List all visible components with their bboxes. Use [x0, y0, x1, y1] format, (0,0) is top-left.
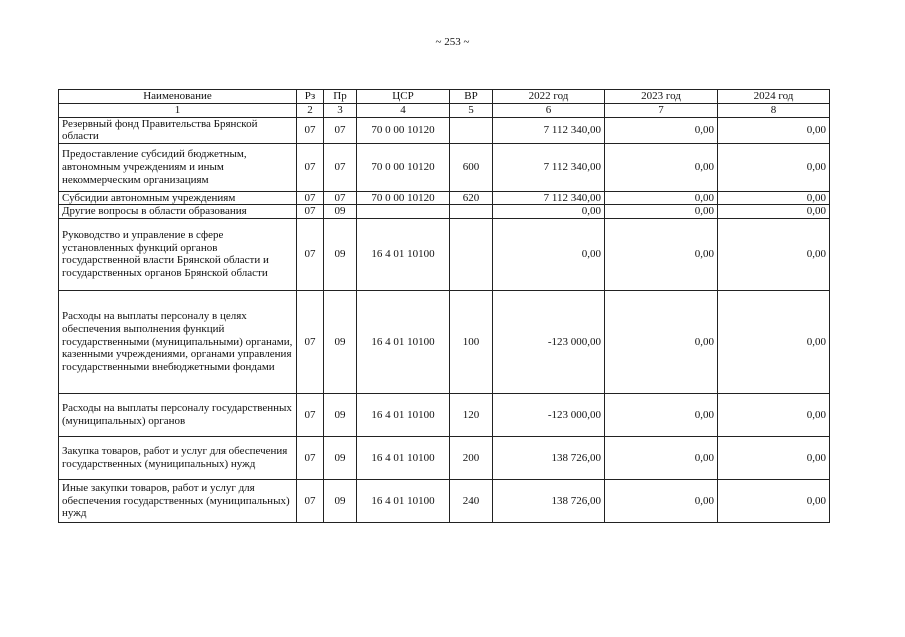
row-2023: 0,00 — [605, 143, 718, 191]
row-pr: 09 — [324, 218, 357, 290]
row-rz: 07 — [297, 218, 324, 290]
row-csr: 70 0 00 10120 — [357, 191, 450, 205]
budget-table — [58, 89, 830, 523]
row-rz: 07 — [297, 191, 324, 205]
row-2024: 0,00 — [718, 218, 830, 290]
row-2022: 138 726,00 — [493, 436, 605, 479]
row-2022: 7 112 340,00 — [493, 117, 605, 143]
header-csr: ЦСР — [357, 90, 450, 104]
row-pr: 07 — [324, 117, 357, 143]
row-2023: 0,00 — [605, 218, 718, 290]
row-2024: 0,00 — [718, 479, 830, 522]
row-pr: 09 — [324, 393, 357, 436]
row-rz: 07 — [297, 436, 324, 479]
row-2024: 0,00 — [718, 290, 830, 393]
row-csr: 70 0 00 10120 — [357, 143, 450, 191]
row-name: Субсидии автономным учреждениям — [59, 191, 297, 205]
row-csr: 16 4 01 10100 — [357, 290, 450, 393]
row-csr — [357, 205, 450, 219]
row-csr: 16 4 01 10100 — [357, 218, 450, 290]
column-number: 5 — [450, 104, 493, 118]
row-rz: 07 — [297, 393, 324, 436]
row-2024: 0,00 — [718, 117, 830, 143]
row-2022: 7 112 340,00 — [493, 191, 605, 205]
row-rz: 07 — [297, 479, 324, 522]
header-row — [59, 90, 830, 104]
row-name: Расходы на выплаты персоналу государственных (муниципальных) органов — [59, 393, 297, 436]
row-2023: 0,00 — [605, 479, 718, 522]
row-pr: 09 — [324, 436, 357, 479]
table-row — [59, 218, 830, 290]
column-number: 8 — [718, 104, 830, 118]
header-pr: Пр — [324, 90, 357, 104]
row-vr: 200 — [450, 436, 493, 479]
table-row — [59, 143, 830, 191]
table-row — [59, 479, 830, 522]
column-number: 2 — [297, 104, 324, 118]
row-2022: 0,00 — [493, 205, 605, 219]
column-number-row — [59, 104, 830, 118]
row-rz: 07 — [297, 143, 324, 191]
row-pr: 09 — [324, 290, 357, 393]
table-row — [59, 205, 830, 219]
column-number: 3 — [324, 104, 357, 118]
row-name: Другие вопросы в области образования — [59, 205, 297, 219]
row-vr: 120 — [450, 393, 493, 436]
row-2024: 0,00 — [718, 143, 830, 191]
row-csr: 16 4 01 10100 — [357, 479, 450, 522]
row-name: Резервный фонд Правительства Брянской области — [59, 117, 297, 143]
row-vr — [450, 205, 493, 219]
row-2024: 0,00 — [718, 205, 830, 219]
row-2024: 0,00 — [718, 393, 830, 436]
header-vr: ВР — [450, 90, 493, 104]
row-2023: 0,00 — [605, 205, 718, 219]
row-2024: 0,00 — [718, 436, 830, 479]
row-2023: 0,00 — [605, 393, 718, 436]
header-rz: Рз — [297, 90, 324, 104]
row-vr — [450, 218, 493, 290]
row-pr: 09 — [324, 205, 357, 219]
table-row — [59, 117, 830, 143]
row-2022: 7 112 340,00 — [493, 143, 605, 191]
table-row — [59, 191, 830, 205]
header-name: Наименование — [59, 90, 297, 104]
page-number: ~ 253 ~ — [435, 36, 470, 48]
row-name: Закупка товаров, работ и услуг для обеспечения государственных (муниципальных) нужд — [59, 436, 297, 479]
row-2022: 0,00 — [493, 218, 605, 290]
row-pr: 07 — [324, 191, 357, 205]
header-2022: 2022 год — [493, 90, 605, 104]
header-2023: 2023 год — [605, 90, 718, 104]
row-2023: 0,00 — [605, 191, 718, 205]
row-rz: 07 — [297, 117, 324, 143]
row-2023: 0,00 — [605, 290, 718, 393]
row-csr: 70 0 00 10120 — [357, 117, 450, 143]
header-2024: 2024 год — [718, 90, 830, 104]
row-pr: 09 — [324, 479, 357, 522]
row-2024: 0,00 — [718, 191, 830, 205]
row-vr: 620 — [450, 191, 493, 205]
row-csr: 16 4 01 10100 — [357, 436, 450, 479]
row-name: Расходы на выплаты персоналу в целях обеспечения выполнения функций государственными (муниципальными) органами, казенными учреждениями, органами управления государственными внебюджетными фондами — [59, 290, 297, 393]
column-number: 1 — [59, 104, 297, 118]
row-vr: 240 — [450, 479, 493, 522]
row-2022: 138 726,00 — [493, 479, 605, 522]
column-number: 6 — [493, 104, 605, 118]
row-name: Руководство и управление в сфере установленных функций органов государственной власти Брянской области и государственных органов Брянской области — [59, 218, 297, 290]
row-vr: 100 — [450, 290, 493, 393]
table-row — [59, 290, 830, 393]
row-name: Предоставление субсидий бюджетным, автономным учреждениям и иным некоммерческим организациям — [59, 143, 297, 191]
row-name: Иные закупки товаров, работ и услуг для обеспечения государственных (муниципальных) нужд — [59, 479, 297, 522]
row-vr: 600 — [450, 143, 493, 191]
row-pr: 07 — [324, 143, 357, 191]
row-csr: 16 4 01 10100 — [357, 393, 450, 436]
column-number: 4 — [357, 104, 450, 118]
row-2023: 0,00 — [605, 436, 718, 479]
row-2023: 0,00 — [605, 117, 718, 143]
row-2022: -123 000,00 — [493, 290, 605, 393]
table-row — [59, 393, 830, 436]
row-2022: -123 000,00 — [493, 393, 605, 436]
row-rz: 07 — [297, 205, 324, 219]
column-number: 7 — [605, 104, 718, 118]
table-row — [59, 436, 830, 479]
row-rz: 07 — [297, 290, 324, 393]
row-vr — [450, 117, 493, 143]
